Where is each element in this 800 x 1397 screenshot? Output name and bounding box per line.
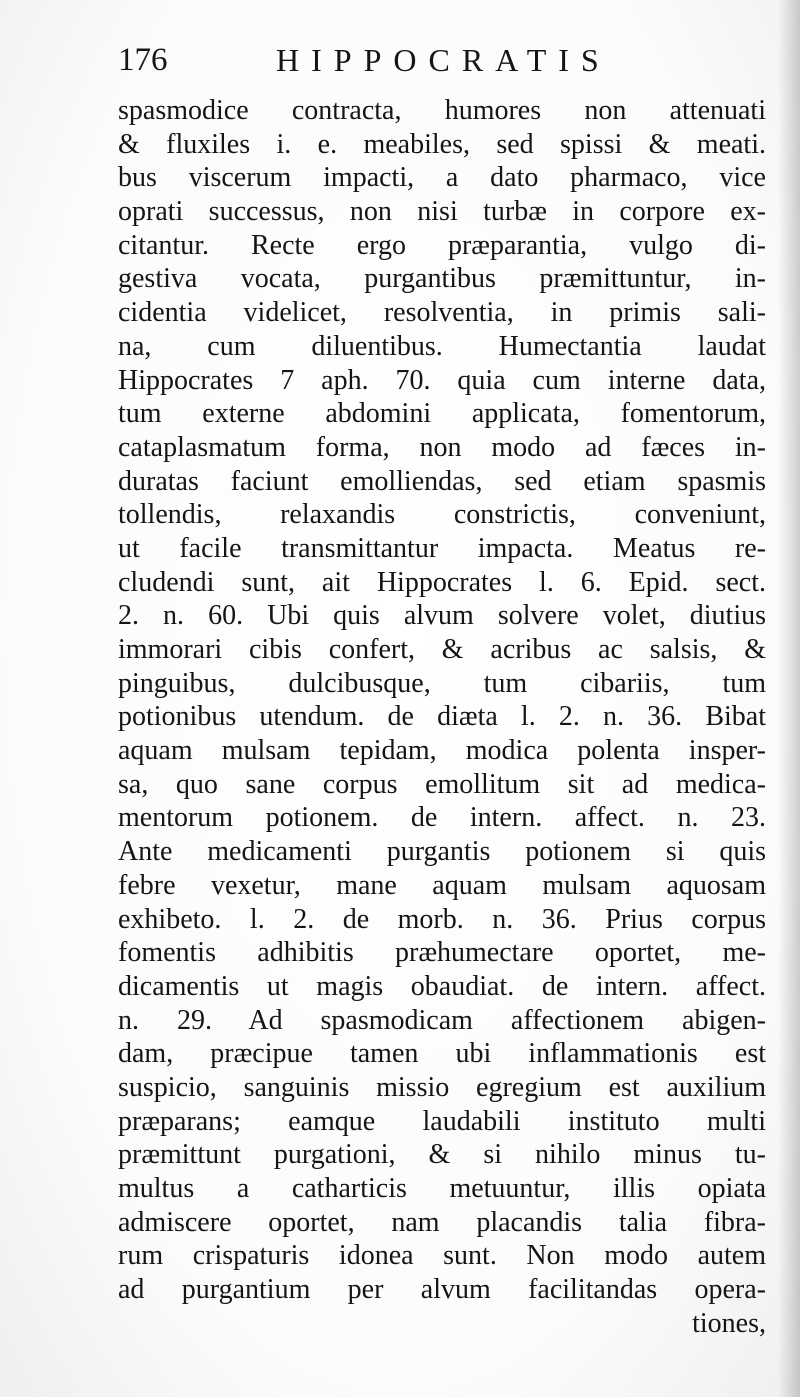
catchword: tiones, (692, 1307, 766, 1339)
page-number: 176 (118, 42, 168, 78)
text-line: præparans; eamque laudabili instituto multi (118, 1105, 766, 1137)
page-header (118, 40, 638, 84)
text-line: immorari cibis confert, & acribus ac salsis, & (118, 634, 766, 665)
text-line: dicamentis ut magis obaudiat. de intern. affect. (118, 970, 766, 1002)
text-line: tum externe abdomini applicata, fomentorum, (118, 398, 766, 430)
text-line: duratas faciunt emolliendas, sed etiam spasmis (118, 465, 766, 497)
text-line: citantur. Recte ergo præparantia, vulgo di- (118, 229, 766, 261)
page-edge-shadow (778, 0, 800, 1397)
text-line: Ante medicamenti purgantis potionem si quis (118, 836, 766, 868)
text-line: multus a catharticis metuuntur, illis opiata (118, 1173, 766, 1204)
text-line: dam, præcipue tamen ubi inflammationis est (118, 1038, 766, 1070)
running-head: HIPPOCRATIS (276, 42, 611, 78)
text-line: ut facile transmittantur impacta. Meatus re- (118, 532, 766, 564)
text-line: ad purgantium per alvum facilitandas opera- (118, 1274, 766, 1306)
text-line: gestiva vocata, purgantibus præmittuntur, in- (118, 263, 766, 295)
text-line: febre vexetur, mane aquam mulsam aquosam (118, 869, 766, 901)
text-line: oprati successus, non nisi turbæ in corpore ex- (118, 196, 766, 228)
text-line: præmittunt purgationi, & si nihilo minus tu- (118, 1139, 766, 1171)
text-line: tollendis, relaxandis constrictis, conveniunt, (118, 499, 766, 531)
text-line: fomentis adhibitis præhumectare oportet, me- (118, 937, 766, 969)
text-line: pinguibus, dulcibusque, tum cibariis, tum (118, 667, 766, 699)
text-line: n. 29. Ad spasmodicam affectionem abigen- (118, 1004, 766, 1036)
text-line: spasmodice contracta, humores non attenuati (118, 95, 766, 126)
text-line: admiscere oportet, nam placandis talia fibra- (118, 1206, 766, 1238)
text-line: bus viscerum impacti, a dato pharmaco, vice (118, 162, 766, 194)
text-line: 2. n. 60. Ubi quis alvum solvere volet, diutius (118, 600, 766, 632)
text-line: cludendi sunt, ait Hippocrates l. 6. Epid. sect. (118, 566, 766, 598)
text-line: cataplasmatum forma, non modo ad fæces in- (118, 431, 766, 463)
text-line: Hippocrates 7 aph. 70. quia cum interne data, (118, 364, 766, 396)
text-line: potionibus utendum. de diæta l. 2. n. 36. Bibat (118, 701, 766, 733)
text-line: cidentia videlicet, resolventia, in primis sali- (118, 297, 766, 329)
text-line: aquam mulsam tepidam, modica polenta insper- (118, 735, 766, 767)
text-line: mentorum potionem. de intern. affect. n. 23. (118, 802, 766, 834)
text-line: exhibeto. l. 2. de morb. n. 36. Prius corpus (118, 903, 766, 935)
text-line: na, cum diluentibus. Humectantia laudat (118, 330, 766, 362)
text-line: suspicio, sanguinis missio egregium est auxilium (118, 1071, 766, 1103)
text-line: & fluxiles i. e. meabiles, sed spissi & meati. (118, 128, 766, 160)
text-line: sa, quo sane corpus emollitum sit ad medica- (118, 768, 766, 800)
text-line: rum crispaturis idonea sunt. Non modo autem (118, 1240, 766, 1272)
body-text (118, 94, 766, 1340)
